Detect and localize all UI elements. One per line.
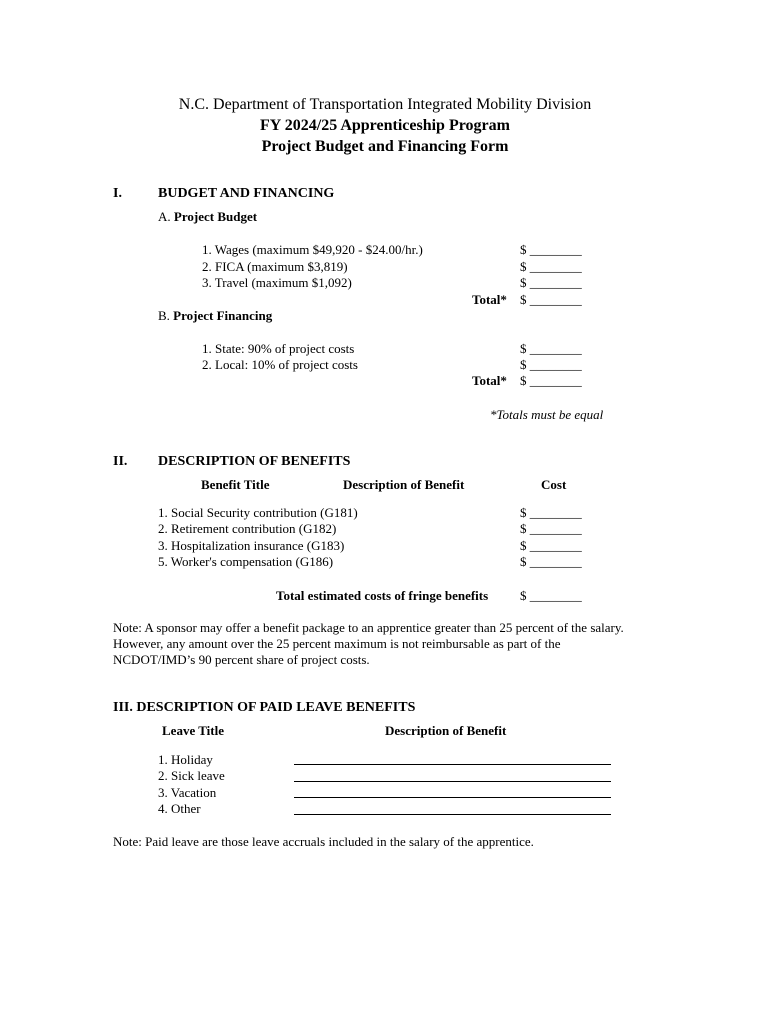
budget-total-amount[interactable]: $ ________	[520, 292, 582, 307]
paid-leave-note: Note: Paid leave are those leave accruals included in the salary of the apprentice.	[113, 834, 534, 849]
subsection-a-title: Project Budget	[173, 209, 258, 224]
budget-item-fica: 2. FICA (maximum $3,819)	[202, 259, 348, 274]
financing-total-amount[interactable]: $ ________	[520, 373, 582, 388]
section-2-title: DESCRIPTION OF BENEFITS	[158, 454, 351, 469]
header-agency: N.C. Department of Transportation Integrated Mobility Division	[178, 96, 592, 113]
leave-title-header: Leave Title	[162, 723, 224, 738]
financing-state-amount[interactable]: $ ________	[520, 341, 582, 356]
subsection-b-prefix: B.	[158, 308, 170, 323]
benefit-title-header: Benefit Title	[201, 477, 270, 492]
budget-item-travel: 3. Travel (maximum $1,092)	[202, 275, 352, 290]
section-2-numeral: II.	[113, 454, 128, 469]
subsection-b-title: Project Financing	[173, 308, 273, 323]
leave-sick-description-field[interactable]	[294, 781, 611, 782]
financing-total-label: Total*	[472, 373, 507, 388]
benefit-cost-header: Cost	[541, 477, 567, 492]
financing-local-amount[interactable]: $ ________	[520, 357, 582, 372]
page-title: Project Budget and Financing Form	[261, 138, 509, 155]
budget-wages-amount[interactable]: $ ________	[520, 242, 582, 257]
fringe-total-label: Total estimated costs of fringe benefits	[276, 588, 489, 603]
leave-holiday-description-field[interactable]	[294, 764, 611, 765]
financing-item-state: 1. State: 90% of project costs	[202, 341, 355, 356]
leave-description-header: Description of Benefit	[385, 723, 507, 738]
benefit-hospitalization-cost[interactable]: $ ________	[520, 538, 582, 553]
leave-item-sick: 2. Sick leave	[158, 768, 225, 783]
benefit-item-social-security: 1. Social Security contribution (G181)	[158, 505, 358, 520]
budget-fica-amount[interactable]: $ ________	[520, 259, 582, 274]
leave-item-other: 4. Other	[158, 801, 201, 816]
budget-travel-amount[interactable]: $ ________	[520, 275, 582, 290]
leave-item-vacation: 3. Vacation	[158, 785, 217, 800]
totals-note: *Totals must be equal	[490, 407, 604, 422]
benefits-note: Note: A sponsor may offer a benefit package to an apprentice greater than 25 percent of the salary. However, any amount over the 25 percent maximum is not reimbursable as part of the NCDOT/IMD’s 90 percent share of project costs.	[113, 620, 624, 667]
benefit-item-retirement: 2. Retirement contribution (G182)	[158, 521, 337, 536]
financing-item-local: 2. Local: 10% of project costs	[202, 357, 358, 372]
subsection-b-heading	[158, 308, 272, 324]
leave-item-holiday: 1. Holiday	[158, 752, 213, 767]
benefit-workers-comp-cost[interactable]: $ ________	[520, 554, 582, 569]
budget-item-wages: 1. Wages (maximum $49,920 - $24.00/hr.)	[202, 242, 423, 257]
leave-other-description-field[interactable]	[294, 814, 611, 815]
subsection-a-heading	[158, 209, 257, 225]
header-program: FY 2024/25 Apprenticeship Program	[260, 117, 510, 134]
benefit-social-security-cost[interactable]: $ ________	[520, 505, 582, 520]
benefit-retirement-cost[interactable]: $ ________	[520, 521, 582, 536]
fringe-total-amount[interactable]: $ ________	[520, 588, 582, 603]
section-3-title: III. DESCRIPTION OF PAID LEAVE BENEFITS	[113, 700, 416, 715]
subsection-a-prefix: A.	[158, 209, 171, 224]
benefit-description-header: Description of Benefit	[343, 477, 465, 492]
leave-vacation-description-field[interactable]	[294, 797, 611, 798]
section-1-title: BUDGET AND FINANCING	[158, 186, 335, 201]
section-1-numeral: I.	[113, 186, 122, 201]
benefit-item-workers-comp: 5. Worker's compensation (G186)	[158, 554, 334, 569]
benefit-item-hospitalization: 3. Hospitalization insurance (G183)	[158, 538, 345, 553]
budget-total-label: Total*	[472, 292, 507, 307]
